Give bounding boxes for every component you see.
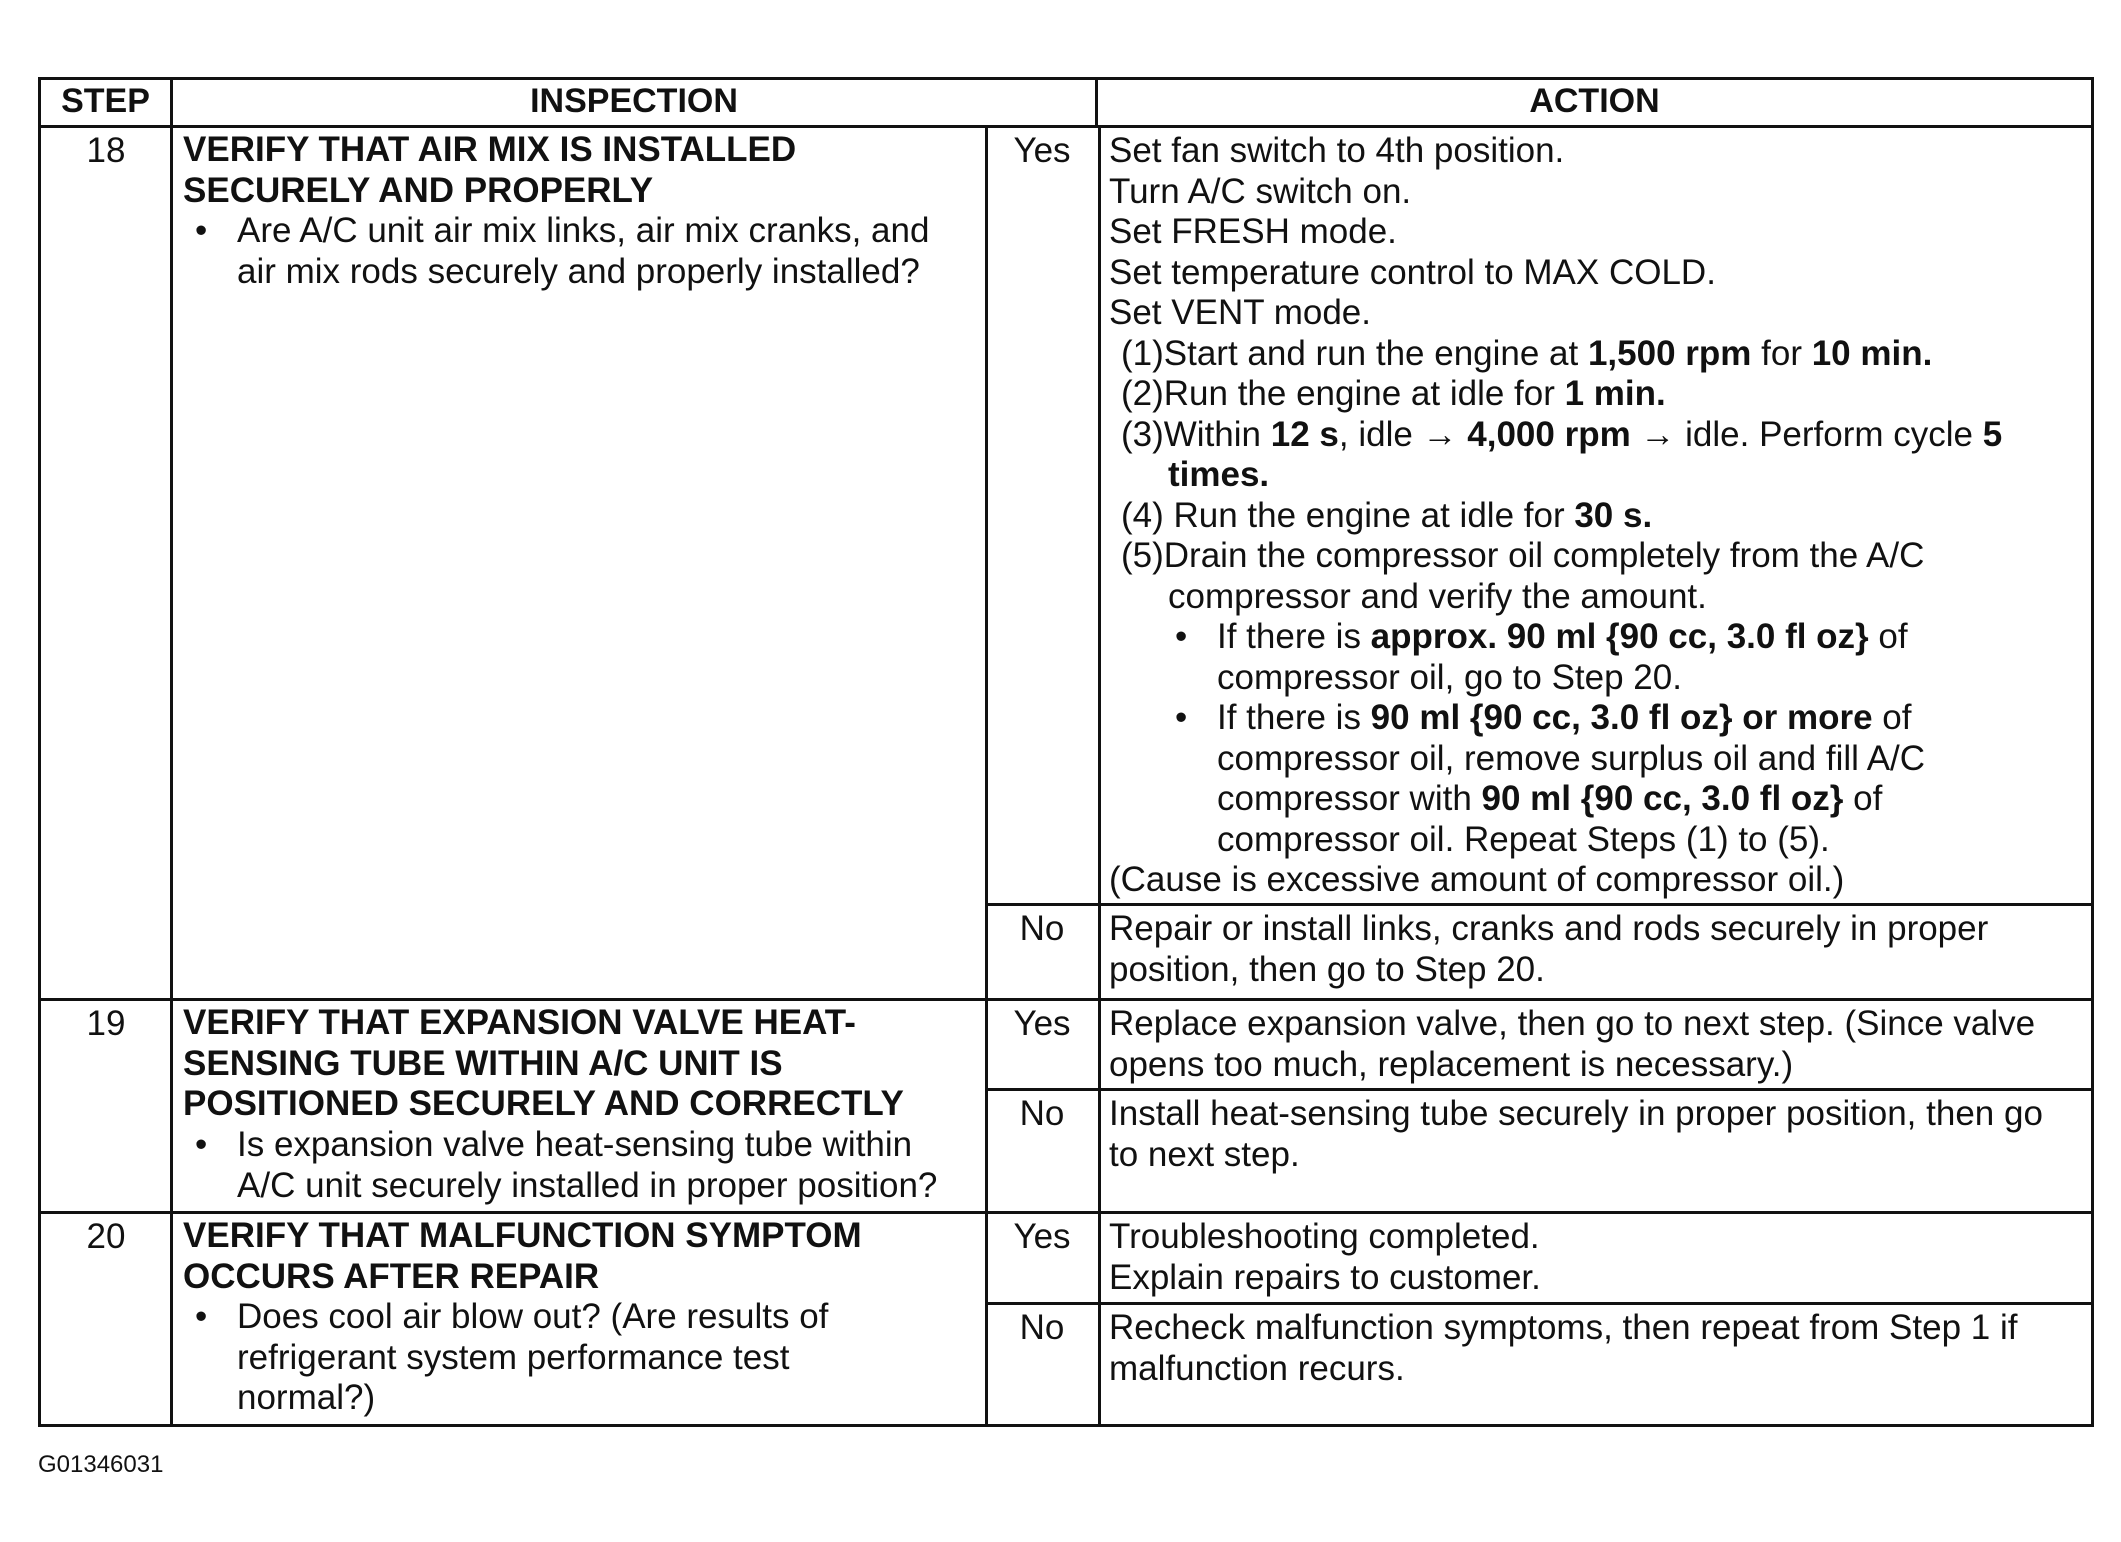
header-step: STEP	[61, 82, 150, 120]
header-inspection: INSPECTION	[530, 82, 738, 120]
answer-no-label: No	[1019, 1308, 1065, 1347]
answer-yes-label: Yes	[1013, 131, 1071, 170]
row-19-20-divider	[38, 1211, 2094, 1214]
inspection-question: • Is expansion valve heat-sensing tube within A/C unit securely installed in proper position?	[183, 1125, 937, 1206]
inspection-title: VERIFY THAT MALFUNCTION SYMPTOM OCCURS AFTER REPAIR	[183, 1216, 862, 1296]
answer-no-label: No	[1019, 909, 1065, 948]
action-yes-text: Set fan switch to 4th position. Turn A/C switch on. Set FRESH mode. Set temperature control to MAX COLD. Set VENT mode. (1)Start and run the engine at 1,500 rpm for 10 min. (2)Run the engine at idle for 1 min. (3)Within 12 s, idle → 4,000 rpm → idle. Perform cycle 5 times. (4) Run the engine at idle for 30 s. (5)Drain the compressor oil completely from the A/C compressor and verify the amount. • If there is approx. 90 ml {90 cc, 3.0 fl oz} of compressor oil, go to Step 20. • If there is 90 ml {90 cc, 3.0 fl oz} or more of compressor oil, remove surplus oil and fill A/C compressor with 90 ml {90 cc, 3.0 fl oz} of compressor oil. Repeat Steps (1) to (5). (Cause is excessive amount of compressor oil.)	[1109, 131, 2002, 901]
header-divider	[38, 125, 2094, 128]
action-yes-text: Troubleshooting completed. Explain repairs to customer.	[1109, 1217, 1541, 1297]
action-no-text: Repair or install links, cranks and rods securely in proper position, then go to Step 20.	[1109, 909, 1989, 989]
inspection-title: VERIFY THAT EXPANSION VALVE HEAT- SENSING TUBE WITHIN A/C UNIT IS POSITIONED SECURELY AND CORRECTLY	[183, 1003, 904, 1123]
step-number: 20	[86, 1217, 126, 1256]
col-divider-yesno-action	[1098, 125, 1101, 1427]
row-18-yes-no-divider	[985, 903, 2094, 906]
action-no-text: Recheck malfunction symptoms, then repeat from Step 1 if malfunction recurs.	[1109, 1308, 2018, 1388]
action-no-text: Install heat-sensing tube securely in proper position, then go to next step.	[1109, 1094, 2043, 1174]
figure-code: G01346031	[38, 1451, 164, 1478]
step-number: 18	[86, 131, 126, 170]
header-action: ACTION	[1529, 82, 1660, 120]
answer-no-label: No	[1019, 1094, 1065, 1133]
inspection-question: • Are A/C unit air mix links, air mix cranks, and air mix rods securely and properly installed?	[183, 211, 929, 292]
step-number: 19	[86, 1004, 126, 1043]
inspection-title: VERIFY THAT AIR MIX IS INSTALLED SECURELY AND PROPERLY	[183, 130, 797, 210]
row-20-yes-no-divider	[985, 1302, 2094, 1305]
answer-yes-label: Yes	[1013, 1004, 1071, 1043]
inspection-question: • Does cool air blow out? (Are results of refrigerant system performance test normal?)	[183, 1297, 828, 1419]
row-19-yes-no-divider	[985, 1088, 2094, 1091]
row-18-19-divider	[38, 998, 2094, 1001]
action-yes-text: Replace expansion valve, then go to next step. (Since valve opens too much, replacement is necessary.)	[1109, 1004, 2036, 1084]
answer-yes-label: Yes	[1013, 1217, 1071, 1256]
